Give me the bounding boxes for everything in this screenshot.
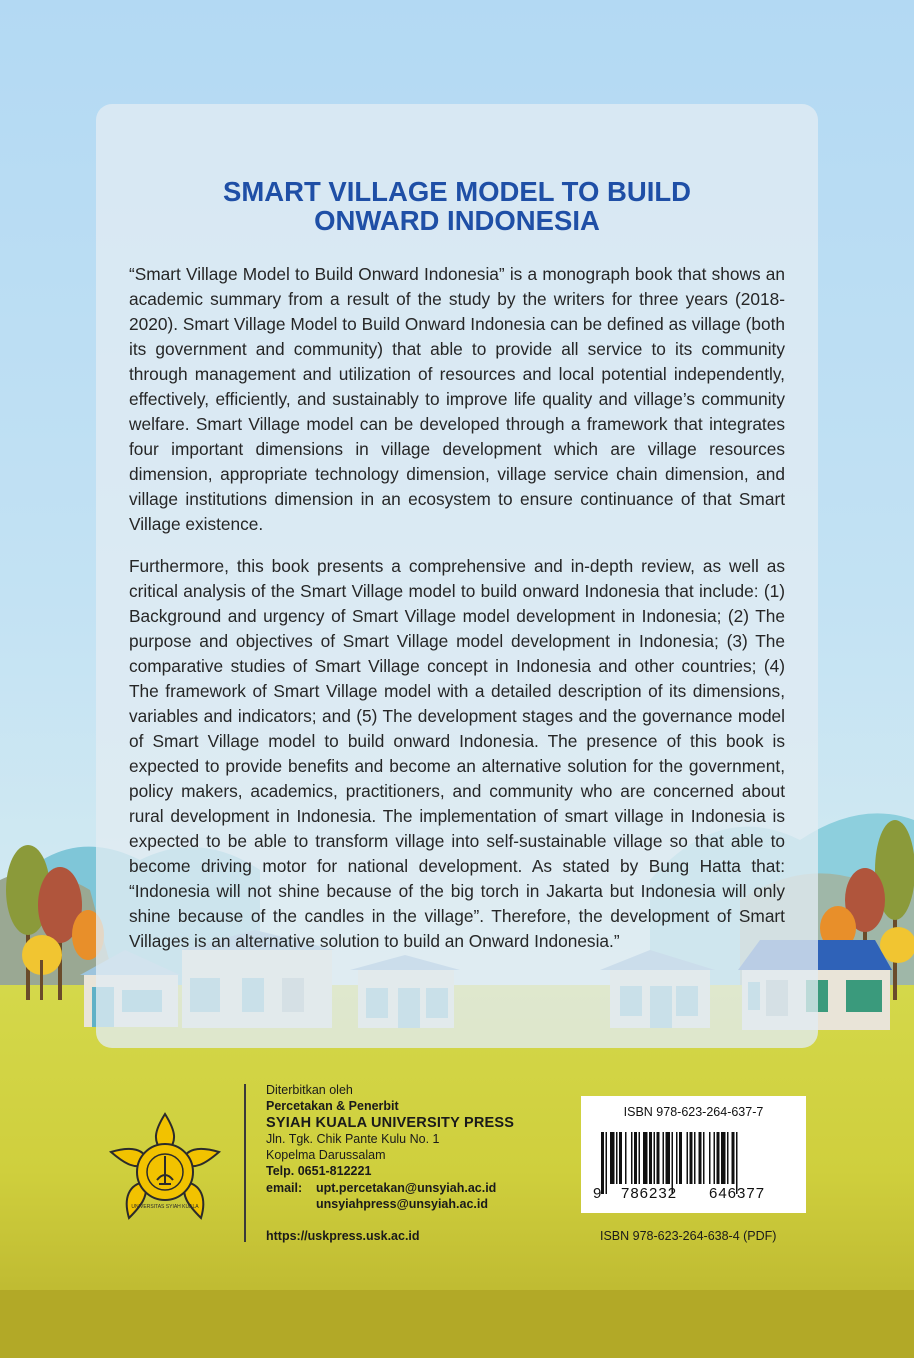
barcode-bar [606, 1132, 608, 1194]
isbn-print: ISBN 978-623-264-637-7 [623, 1105, 764, 1119]
barcode-bar [721, 1132, 726, 1184]
barcode-bar [703, 1132, 705, 1184]
book-title-line2: ONWARD INDONESIA [314, 205, 600, 236]
barcode-bar [601, 1132, 604, 1194]
isbn-digits-group-2: 646377 [709, 1185, 766, 1202]
barcode-bar [654, 1132, 656, 1184]
address-line-1: Jln. Tgk. Chik Pante Kulu No. 1 [266, 1131, 440, 1146]
barcode-bar [694, 1132, 696, 1184]
barcode-bar [625, 1132, 627, 1184]
logo-text: UNIVERSITAS SYIAH KUALA [131, 1204, 199, 1210]
grass-band [0, 1290, 914, 1358]
phone: Telp. 0651-812221 [266, 1164, 372, 1179]
barcode-bar [727, 1132, 729, 1184]
email-1[interactable]: upt.percetakan@unsyiah.ac.id [316, 1180, 497, 1195]
barcode-bar [634, 1132, 637, 1184]
barcode-bar [687, 1132, 689, 1184]
barcode-bar [709, 1132, 711, 1184]
barcode-bar [631, 1132, 633, 1184]
address-line-2: Kopelma Darussalam [266, 1148, 386, 1163]
isbn-digits-group-1: 786232 [621, 1185, 678, 1202]
barcode-bar [649, 1132, 652, 1184]
email-2[interactable]: unsyiahpress@unsyiah.ac.id [316, 1197, 488, 1212]
barcode-bar [619, 1132, 622, 1184]
publisher-info [266, 1082, 514, 1212]
website-link[interactable]: https://uskpress.usk.ac.id [266, 1229, 420, 1243]
barcode-bar [657, 1132, 660, 1184]
university-logo [105, 1110, 225, 1224]
printer-label: Percetakan & Penerbit [266, 1099, 399, 1114]
barcode-bar [679, 1132, 682, 1184]
barcode-bar [717, 1132, 720, 1184]
book-title [96, 177, 818, 235]
barcode-bar [639, 1132, 641, 1184]
barcode-bar [616, 1132, 618, 1184]
isbn-pdf: ISBN 978-623-264-638-4 (PDF) [600, 1229, 777, 1243]
isbn-barcode [581, 1096, 806, 1213]
book-title-line1: SMART VILLAGE MODEL TO BUILD [222, 176, 691, 207]
isbn-digit-first: 9 [593, 1185, 602, 1202]
barcode-bar [732, 1132, 735, 1184]
email-list [316, 1180, 496, 1213]
barcode-bar [676, 1132, 678, 1184]
published-by-label: Diterbitkan oleh [266, 1083, 353, 1097]
barcode-bar [666, 1132, 671, 1184]
divider-line [244, 1084, 246, 1242]
email-label: email: [266, 1180, 303, 1195]
description-paragraph-2: Furthermore, this book presents a comprehensive and in-depth review, as well as critical analysis of the Smart Village model to build onward Indonesia that include: (1) Background and urgency of Smart Village model development in Indonesia; (2) The purpose and objectives of Smart Village model development in Indonesia; (3) The comparative studies of Smart Village concept in Indonesia and other countries; (4) The framework of Smart Village model with a detailed description of its dimensions, variables and indicators; and (5) The development stages and the governance model of Smart Village model to build onward Indonesia. The presence of this book is expected to provide benefits and become an alternative solution for the government, policy makers, academics, practitioners, and community who are concerned about rural development in Indonesia. The implementation of smart village in Indonesia is expected to be able to transform village into self-sustainable village so that able to become driving motor for national development. As stated by Bung Hatta that: “Indonesia will not shine because of the big torch in Jakarta but Indonesia will only shine because of the candles in the village”. Therefore, the development of Smart Villages is an alternative solution to build an Onward Indonesia.” [129, 556, 785, 951]
barcode-bar [699, 1132, 702, 1184]
barcode-bar [690, 1132, 693, 1184]
barcode-bar [663, 1132, 665, 1184]
barcode-bars [581, 1096, 806, 1213]
barcode-bar [610, 1132, 615, 1184]
book-description [129, 262, 785, 971]
publisher-name: SYIAH KUALA UNIVERSITY PRESS [266, 1114, 515, 1131]
description-paragraph-1: “Smart Village Model to Build Onward Indonesia” is a monograph book that shows an academic summary from a result of the study by the writers for three years (2018-2020). Smart Village Model to Build Onward Indonesia can be defined as village (both its government and community) that able to provide all service to its community through management and utilization of resources and local potential independently, effectively, efficiently, and sustainably to improve life quality and village’s community welfare. Smart Village model can be developed through a framework that integrates four important dimensions in village development which are village resources dimension, appropriate technology dimension, village service chain dimension, and village institutions dimension in an ecosystem to ensure continuance of that Smart Village existence. [129, 264, 785, 534]
barcode-bar [714, 1132, 716, 1184]
barcode-bar [643, 1132, 648, 1184]
email-row [266, 1180, 514, 1213]
